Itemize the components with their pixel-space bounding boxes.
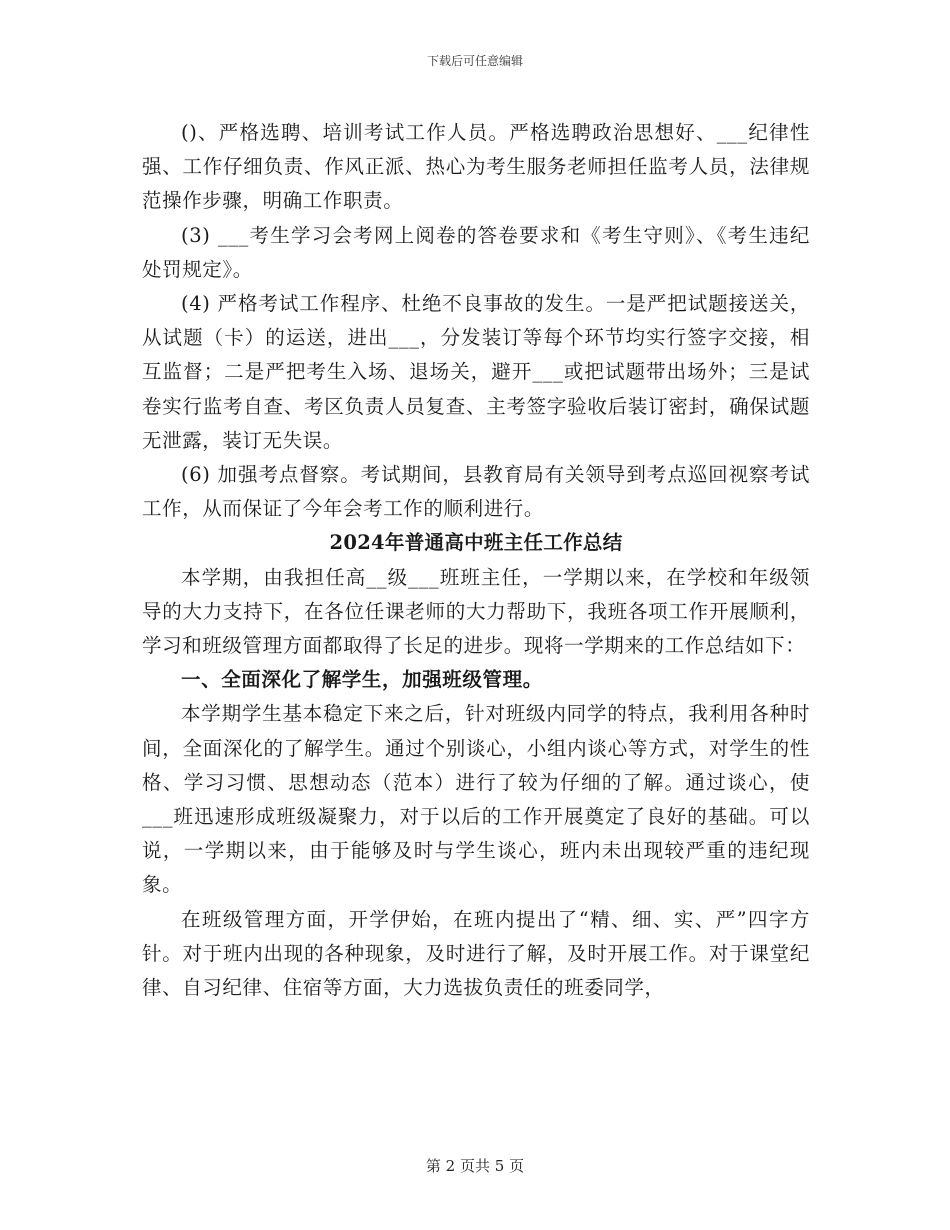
paragraph: (3) ___考生学习会考网上阅卷的答卷要求和《考生守则》、《考生违纪处罚规定》。 [142,223,810,281]
paragraph: 本学期，由我担任高__级___班班主任，一学期以来，在学校和年级领导的大力支持下，在各位任课老师的大力帮助下，我班各项工作开展顺利，学习和班级管理方面都取得了长足的进步。现将一学期来的工作总结如下： [142,565,810,658]
paragraph: 本学期学生基本稳定下来之后，针对班级内同学的特点，我利用各种时间，全面深化的了解学生。通过个别谈心，小组内谈心等方式，对学生的性格、学习习惯、思想动态（范本）进行了较为仔细的了解。通过谈心，使___班迅速形成班级凝聚力，对于以后的工作开展奠定了良好的基础。可以说，一学期以来，由于能够及时与学生谈心，班内未出现较严重的违纪现象。 [142,702,810,897]
page-header: 下载后可任意编辑 [426,54,523,68]
page-footer: 第 2 页共 5 页 [425,1157,525,1175]
paragraph: (4) 严格考试工作程序、杜绝不良事故的发生。一是严把试题接送关，从试题（卡）的运送，进出___，分发装订等每个环节均实行签字交接，相互监督；二是严把考生入场、退场关，避开___或把试题带出场外；三是试卷实行监考自查、考区负责人员复查、主考签字验收后装订密封，确保试题无泄露，装订无失误。 [142,292,810,452]
section-heading: 一、全面深化了解学生，加强班级管理。 [181,668,543,692]
paragraph: ()、严格选聘、培训考试工作人员。严格选聘政治思想好、___纪律性强、工作仔细负责、作风正派、热心为考生服务老师担任监考人员，法律规范操作步骤，明确工作职责。 [142,121,810,213]
paragraph: 在班级管理方面，开学伊始，在班内提出了“精、细、实、严”四字方针。对于班内出现的各种现象，及时进行了解，及时开展工作。对于课堂纪律、自习纪律、住宿等方面，大力选拔负责任的班委同学， [142,907,810,1000]
document-title: 2024年普通高中班主任工作总结 [329,531,623,555]
document-body [142,116,810,1005]
paragraph: (6) 加强考点督察。考试期间，县教育局有关领导到考点巡回视察考试工作，从而保证了今年会考工作的顺利进行。 [142,463,810,521]
